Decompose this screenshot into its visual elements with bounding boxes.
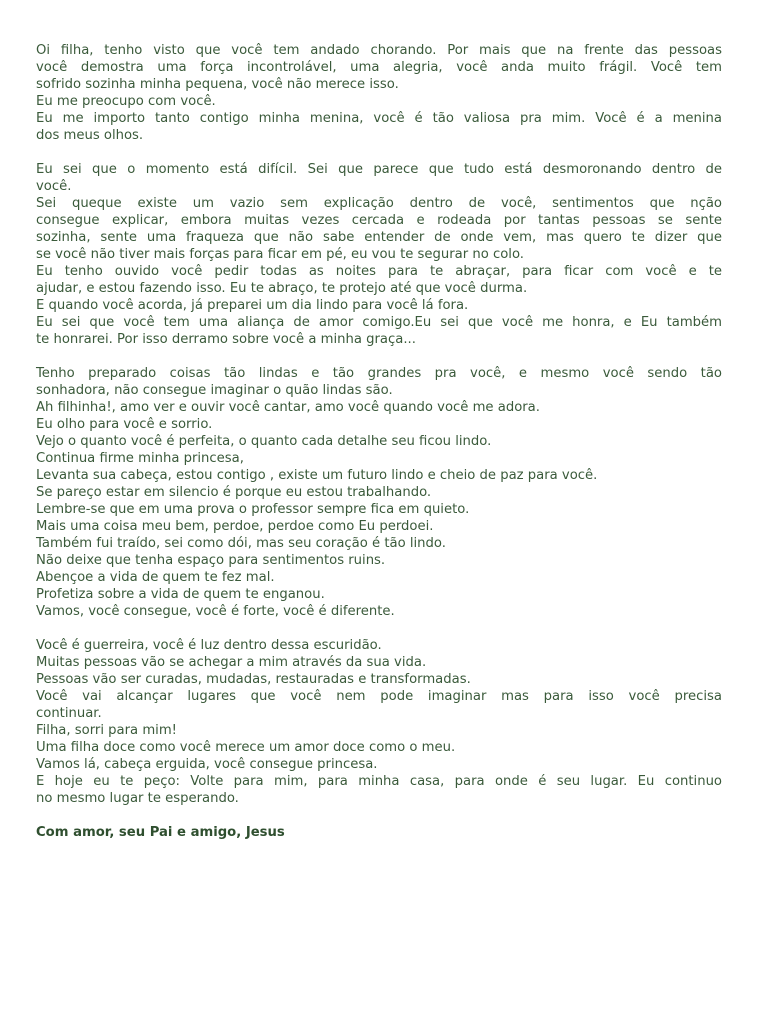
- letter-page: [36, 42, 722, 841]
- paragraph: [36, 42, 722, 144]
- text-line: você.: [36, 179, 72, 194]
- text-line: Se pareço estar em silencio é porque eu estou trabalhando.: [36, 485, 432, 500]
- text-line: Vamos lá, cabeça erguida, você consegue princesa.: [36, 757, 378, 772]
- text-line: continuar.: [36, 706, 102, 721]
- text-line: Eu sei que você tem uma aliança de amor comigo.Eu sei que você me honra, e Eu também: [36, 315, 722, 330]
- text-line: você demostra uma força incontrolável, uma alegria, você anda muito frágil. Você tem: [36, 60, 722, 75]
- text-line: Continua firme minha princesa,: [36, 451, 244, 466]
- text-line: Levanta sua cabeça, estou contigo , existe um futuro lindo e cheio de paz para você.: [36, 468, 598, 483]
- text-line: Não deixe que tenha espaço para sentimentos ruins.: [36, 553, 386, 568]
- text-line: Uma filha doce como você merece um amor doce como o meu.: [36, 740, 456, 755]
- text-line: Muitas pessoas vão se achegar a mim através da sua vida.: [36, 655, 427, 670]
- text-line: se você não tiver mais forças para ficar em pé, eu vou te segurar no colo.: [36, 247, 525, 262]
- text-line: Vejo o quanto você é perfeita, o quanto cada detalhe seu ficou lindo.: [36, 434, 492, 449]
- text-line: Pessoas vão ser curadas, mudadas, restauradas e transformadas.: [36, 672, 471, 687]
- text-line: Abençoe a vida de quem te fez mal.: [36, 570, 275, 585]
- text-line: Eu me preocupo com você.: [36, 94, 216, 109]
- text-line: ajudar, e estou fazendo isso. Eu te abraço, te protejo até que você durma.: [36, 281, 528, 296]
- text-line: Mais uma coisa meu bem, perdoe, perdoe como Eu perdoei.: [36, 519, 434, 534]
- text-line: Tenho preparado coisas tão lindas e tão grandes pra você, e mesmo você sendo tão: [36, 366, 722, 381]
- text-line: Também fui traído, sei como dói, mas seu coração é tão lindo.: [36, 536, 446, 551]
- letter-body: [36, 42, 722, 807]
- paragraph: [36, 161, 722, 348]
- text-line: no mesmo lugar te esperando.: [36, 791, 239, 806]
- text-line: Profetiza sobre a vida de quem te enganou.: [36, 587, 325, 602]
- text-line: Eu tenho ouvido você pedir todas as noites para te abraçar, para ficar com você e te: [36, 264, 722, 279]
- text-line: sonhadora, não consegue imaginar o quão lindas são.: [36, 383, 393, 398]
- text-line: sozinha, sente uma fraqueza que não sabe entender de onde vem, mas quero te dizer que: [36, 230, 722, 245]
- text-line: Eu me importo tanto contigo minha menina, você é tão valiosa pra mim. Você é a menina: [36, 111, 722, 126]
- text-line: Ah filhinha!, amo ver e ouvir você cantar, amo você quando você me adora.: [36, 400, 540, 415]
- paragraph: [36, 365, 722, 620]
- text-line: Sei queque existe um vazio sem explicação dentro de você, sentimentos que nção: [36, 196, 722, 211]
- text-line: Lembre-se que em uma prova o professor sempre fica em quieto.: [36, 502, 470, 517]
- text-line: Eu olho para você e sorrio.: [36, 417, 213, 432]
- text-line: Oi filha, tenho visto que você tem andado chorando. Por mais que na frente das pessoas: [36, 43, 722, 58]
- text-line: E hoje eu te peço: Volte para mim, para minha casa, para onde é seu lugar. Eu continuo: [36, 774, 722, 789]
- text-line: Vamos, você consegue, você é forte, você é diferente.: [36, 604, 395, 619]
- text-line: Você vai alcançar lugares que você nem pode imaginar mas para isso você precisa: [36, 689, 722, 704]
- text-line: Filha, sorri para mim!: [36, 723, 177, 738]
- text-line: Você é guerreira, você é luz dentro dessa escuridão.: [36, 638, 382, 653]
- signature: Com amor, seu Pai e amigo, Jesus: [36, 825, 285, 840]
- text-line: E quando você acorda, já preparei um dia lindo para você lá fora.: [36, 298, 469, 313]
- text-line: te honrarei. Por isso derramo sobre você a minha graça...: [36, 332, 416, 347]
- text-line: sofrido sozinha minha pequena, você não merece isso.: [36, 77, 399, 92]
- text-line: dos meus olhos.: [36, 128, 144, 143]
- paragraph: [36, 637, 722, 807]
- text-line: Eu sei que o momento está difícil. Sei que parece que tudo está desmoronando dentro de: [36, 162, 722, 177]
- text-line: consegue explicar, embora muitas vezes cercada e rodeada por tantas pessoas se sente: [36, 213, 722, 228]
